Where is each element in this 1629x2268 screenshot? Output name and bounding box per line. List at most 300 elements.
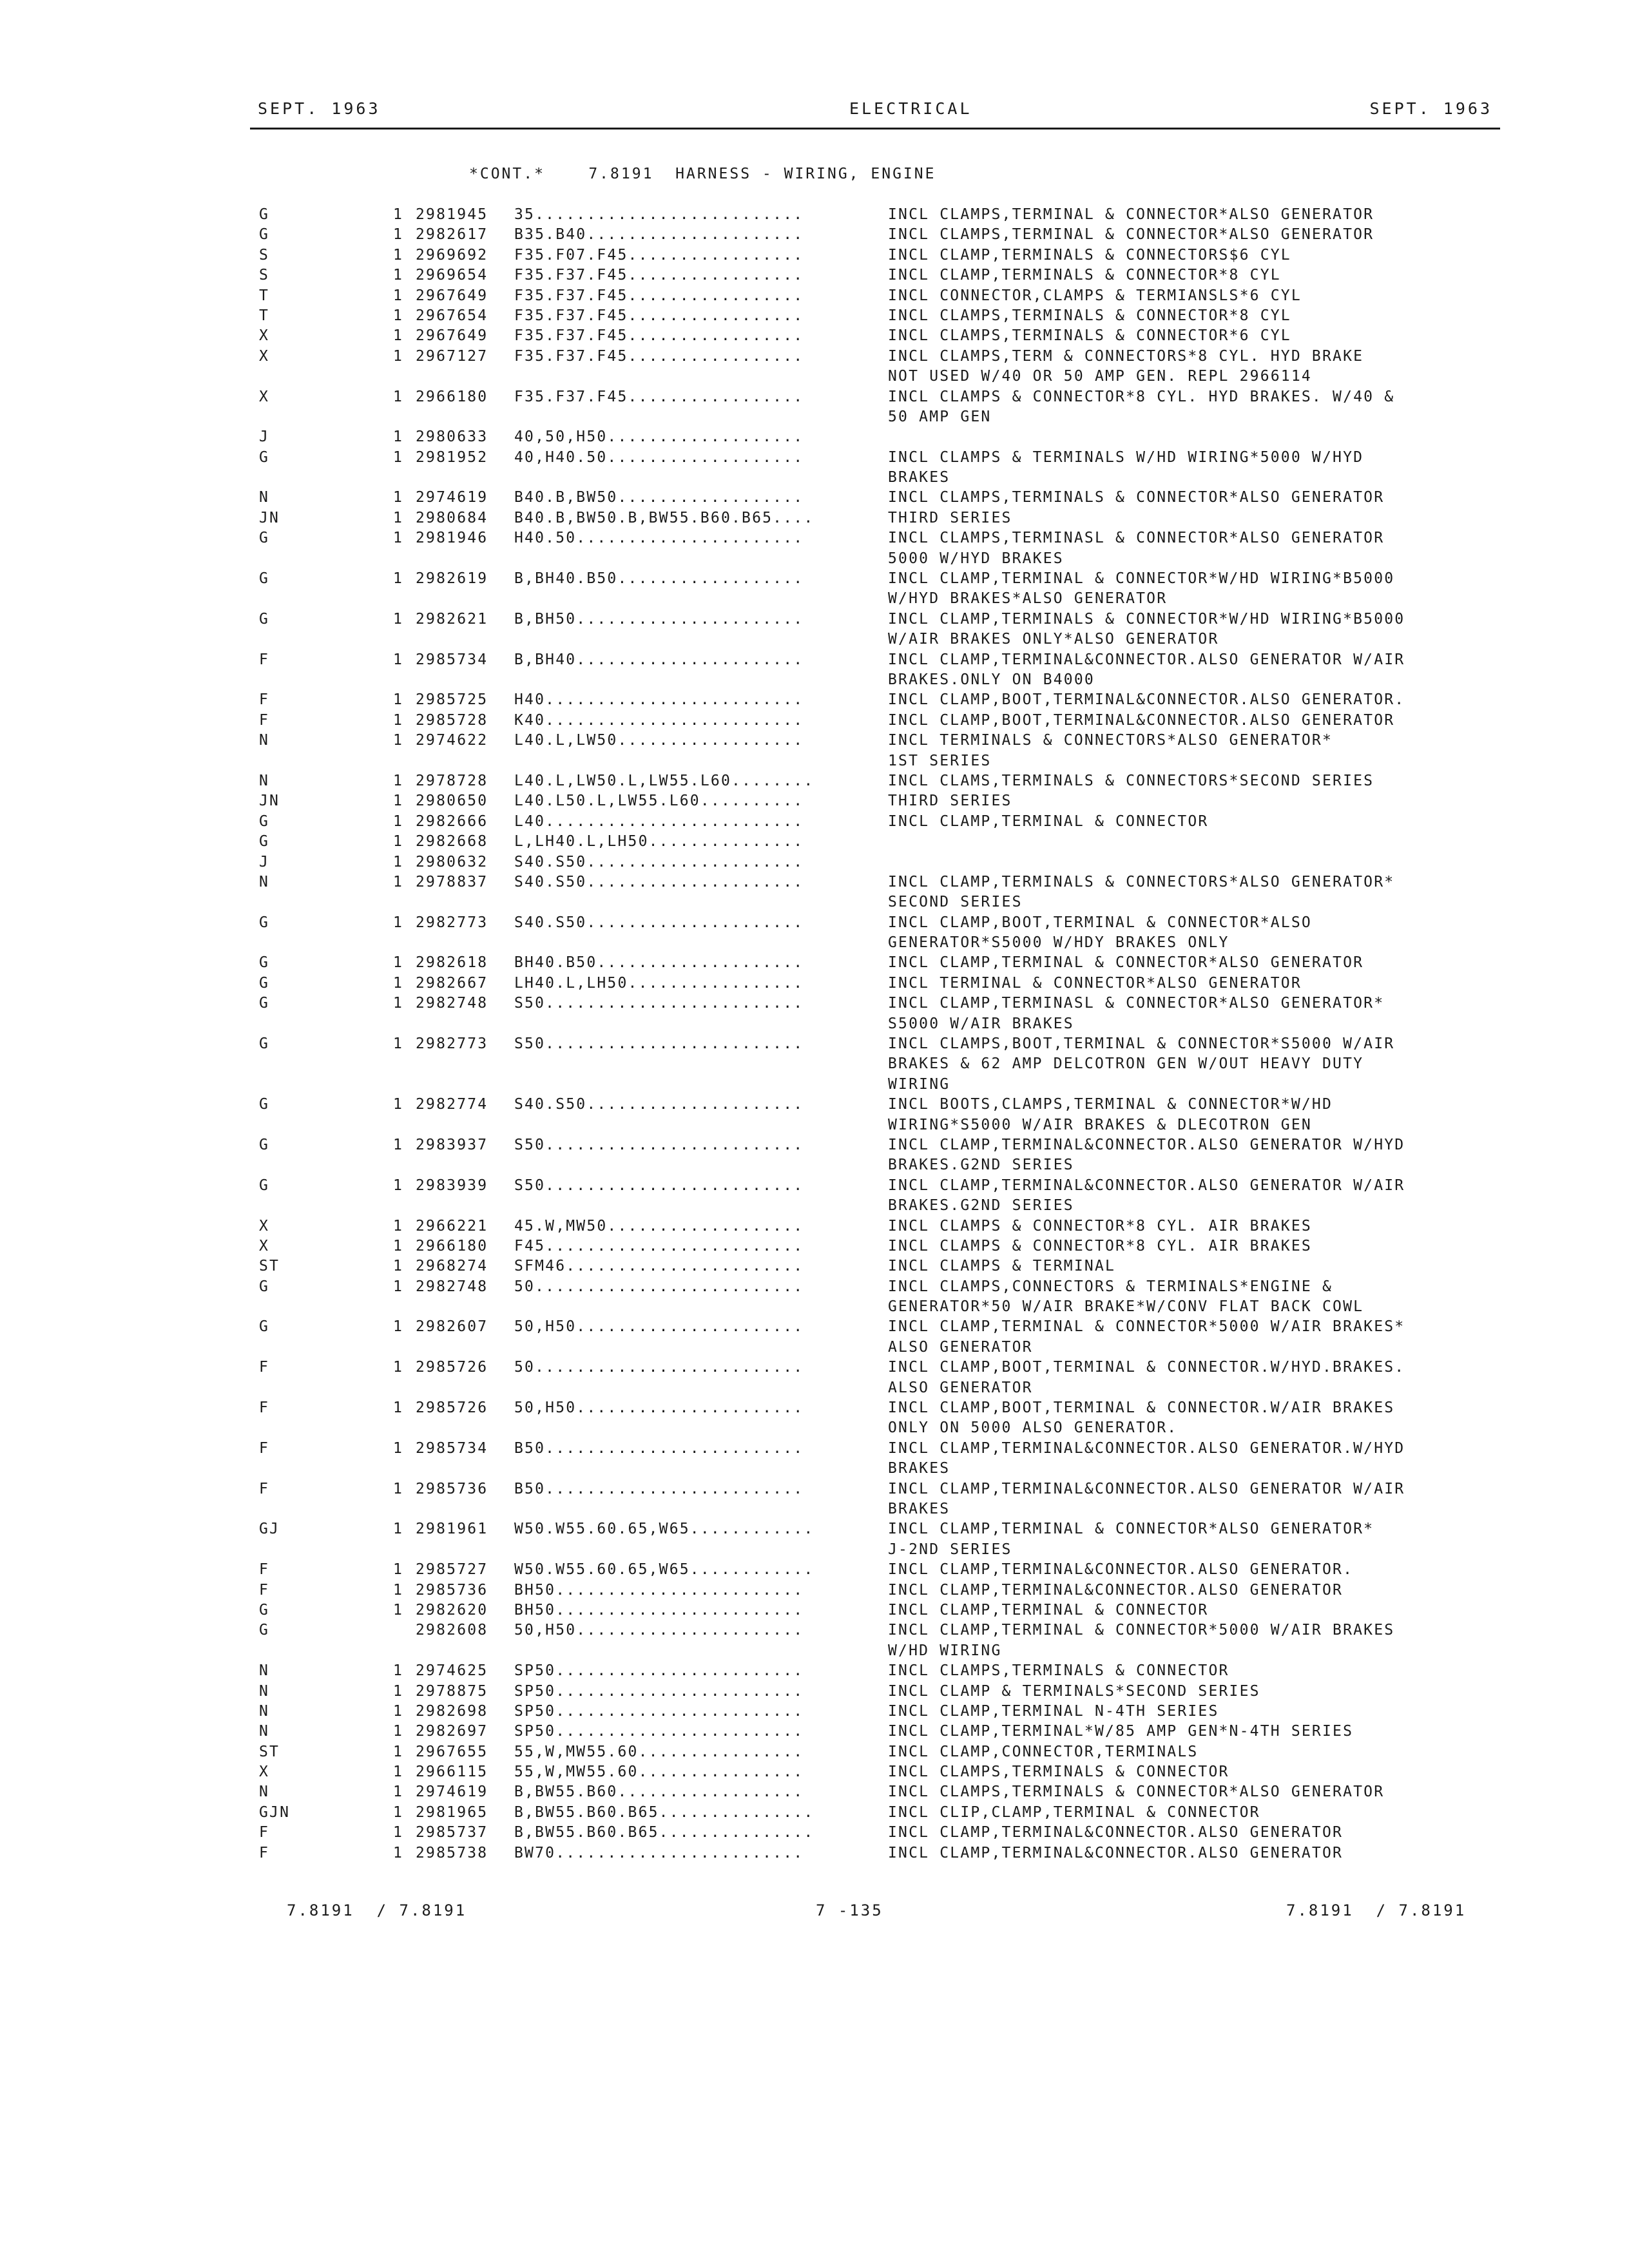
- part-description: ALSO GENERATOR: [888, 1338, 1033, 1356]
- quantity: 1: [393, 509, 404, 526]
- list-item: [0, 1054, 1629, 1074]
- quantity: 1: [393, 1561, 404, 1579]
- model-list: LH40.L,LH50.................: [514, 974, 804, 992]
- part-description: INCL CLAMP,TERMINAL & CONNECTOR*5000 W/AIR BRAKES: [888, 1622, 1395, 1639]
- list-item: [0, 205, 1629, 225]
- sales-code: G: [259, 954, 270, 972]
- list-item: [0, 1256, 1629, 1276]
- quantity: 1: [393, 388, 404, 405]
- part-description: INCL CLAMP,TERMINAL & CONNECTOR*ALSO GENERATOR: [888, 954, 1364, 972]
- part-description: INCL CLAMP,TERMINAL&CONNECTOR.ALSO GENERATOR W/AIR: [888, 1480, 1405, 1497]
- part-number: 2969692: [416, 246, 488, 264]
- quantity: 1: [393, 1702, 404, 1720]
- header-center-title: ELECTRICAL: [849, 99, 972, 118]
- part-description: INCL CONNECTOR,CLAMPS & TERMIANSLS*6 CYL: [888, 287, 1302, 304]
- model-list: 50..........................: [514, 1359, 804, 1376]
- sales-code: N: [259, 732, 270, 749]
- model-list: W50.W55.60.65,W65............: [514, 1561, 815, 1579]
- model-list: B,BH40......................: [514, 651, 804, 668]
- list-item: [0, 286, 1629, 306]
- model-list: F35.F37.F45.................: [514, 327, 804, 345]
- sales-code: N: [259, 1783, 270, 1801]
- part-number: 2982668: [416, 833, 488, 850]
- model-list: B,BW55.B60.B65...............: [514, 1803, 815, 1821]
- quantity: 1: [393, 246, 404, 264]
- part-number: 2967649: [416, 327, 488, 345]
- part-description: INCL CLAMPS,TERMINAL & CONNECTOR*ALSO GENERATOR: [888, 226, 1374, 244]
- quantity: 1: [393, 1682, 404, 1700]
- sales-code: G: [259, 1177, 270, 1194]
- sales-code: G: [259, 1136, 270, 1153]
- part-description: INCL CLAMP,TERMINAL&CONNECTOR.ALSO GENERATOR: [888, 1581, 1344, 1599]
- quantity: 1: [393, 1601, 404, 1619]
- part-description: INCL CLAMS,TERMINALS & CONNECTORS*SECOND SERIES: [888, 772, 1374, 789]
- part-description: INCL CLAMPS,CONNECTORS & TERMINALS*ENGINE &: [888, 1278, 1333, 1295]
- list-item: [0, 1540, 1629, 1560]
- part-description: BRAKES: [888, 1460, 950, 1477]
- list-item: [0, 913, 1629, 933]
- part-number: 2966115: [416, 1763, 488, 1781]
- part-description: W/HYD BRAKES*ALSO GENERATOR: [888, 590, 1168, 608]
- part-number: 2982697: [416, 1723, 488, 1740]
- part-description: 5000 W/HYD BRAKES: [888, 550, 1064, 567]
- part-description: INCL CLAMP,TERMINAL&CONNECTOR.ALSO GENERATOR: [888, 1844, 1344, 1861]
- part-number: 2985736: [416, 1480, 488, 1497]
- quantity: 1: [393, 1723, 404, 1740]
- part-description: INCL CLAMPS & TERMINAL: [888, 1258, 1116, 1275]
- quantity: 1: [393, 711, 404, 729]
- model-list: SP50........................: [514, 1702, 804, 1720]
- list-item: [0, 852, 1629, 872]
- list-item: [0, 1317, 1629, 1337]
- model-list: W50.W55.60.65,W65............: [514, 1521, 815, 1538]
- list-item: [0, 569, 1629, 589]
- part-number: 2983937: [416, 1136, 488, 1153]
- list-item: [0, 1115, 1629, 1135]
- model-list: S40.S50.....................: [514, 914, 804, 931]
- part-number: 2980632: [416, 853, 488, 870]
- sales-code: N: [259, 1662, 270, 1680]
- list-item: [0, 468, 1629, 488]
- list-item: [0, 1398, 1629, 1418]
- part-description: INCL CLAMP,TERMINALS & CONNECTOR*8 CYL: [888, 267, 1281, 284]
- sales-code: T: [259, 287, 270, 304]
- list-item: [0, 1722, 1629, 1742]
- part-description: INCL CLAMP,BOOT,TERMINAL & CONNECTOR.W/HYD.BRAKES.: [888, 1359, 1405, 1376]
- model-list: B,BH40.B50..................: [514, 570, 804, 588]
- quantity: 1: [393, 914, 404, 931]
- part-description: INCL CLAMP,BOOT,TERMINAL&CONNECTOR.ALSO GENERATOR: [888, 711, 1395, 729]
- sales-code: G: [259, 610, 270, 628]
- part-description: INCL CLAMPS & CONNECTOR*8 CYL. HYD BRAKES. W/40 &: [888, 388, 1395, 405]
- part-description: BRAKES & 62 AMP DELCOTRON GEN W/OUT HEAVY DUTY: [888, 1055, 1364, 1073]
- list-item: [0, 1075, 1629, 1095]
- sales-code: N: [259, 489, 270, 506]
- part-description: ALSO GENERATOR: [888, 1379, 1033, 1396]
- part-number: 2978875: [416, 1682, 488, 1700]
- model-list: L40.L,LW50..................: [514, 732, 804, 749]
- model-list: SFM46.......................: [514, 1258, 804, 1275]
- list-item: [0, 1560, 1629, 1580]
- part-description: INCL CLAMP,TERMINAL&CONNECTOR.ALSO GENERATOR.: [888, 1561, 1354, 1579]
- quantity: 1: [393, 1844, 404, 1861]
- sales-code: S: [259, 246, 270, 264]
- quantity: 1: [393, 327, 404, 345]
- list-item: [0, 225, 1629, 245]
- part-description: INCL CLAMPS,TERMINALS & CONNECTOR*6 CYL: [888, 327, 1291, 345]
- sales-code: F: [259, 651, 270, 668]
- part-number: 2982666: [416, 812, 488, 830]
- quantity: 1: [393, 428, 404, 446]
- model-list: B50.........................: [514, 1480, 804, 1497]
- list-item: [0, 690, 1629, 710]
- model-list: B40.B,BW50.B,BW55.B60.B65....: [514, 509, 815, 526]
- part-number: 2982608: [416, 1622, 488, 1639]
- part-number: 2980684: [416, 509, 488, 526]
- part-description: INCL CLAMP,TERMINAL&CONNECTOR.ALSO GENERATOR W/AIR: [888, 1177, 1405, 1194]
- quantity: 1: [393, 651, 404, 668]
- quantity: 1: [393, 530, 404, 547]
- list-item: [0, 448, 1629, 468]
- list-item: [0, 1297, 1629, 1317]
- model-list: S40.S50.....................: [514, 853, 804, 870]
- quantity: 1: [393, 1803, 404, 1821]
- part-description: WIRING*S5000 W/AIR BRAKES & DLECOTRON GEN: [888, 1116, 1312, 1133]
- sales-code: F: [259, 711, 270, 729]
- part-description: INCL TERMINAL & CONNECTOR*ALSO GENERATOR: [888, 974, 1302, 992]
- list-item: [0, 1176, 1629, 1196]
- part-number: 2980633: [416, 428, 488, 446]
- part-number: 2982748: [416, 1278, 488, 1295]
- part-description: BRAKES.ONLY ON B4000: [888, 671, 1095, 688]
- list-item: [0, 1378, 1629, 1398]
- part-description: J-2ND SERIES: [888, 1541, 1012, 1558]
- part-number: 2966180: [416, 1237, 488, 1254]
- sales-code: F: [259, 1439, 270, 1457]
- part-number: 2967127: [416, 347, 488, 365]
- model-list: H40.50......................: [514, 530, 804, 547]
- part-description: INCL CLAMP,TERMINAL&CONNECTOR.ALSO GENERATOR: [888, 1824, 1344, 1841]
- part-number: 2981965: [416, 1803, 488, 1821]
- model-list: B35.B40.....................: [514, 226, 804, 244]
- quantity: 1: [393, 1278, 404, 1295]
- part-number: 2974619: [416, 489, 488, 506]
- part-number: 2981945: [416, 206, 488, 223]
- sales-code: JN: [259, 509, 280, 526]
- model-list: S50.........................: [514, 1136, 804, 1153]
- part-description: SECOND SERIES: [888, 894, 1023, 911]
- sales-code: F: [259, 1561, 270, 1579]
- part-number: 2985727: [416, 1561, 488, 1579]
- sales-code: J: [259, 428, 270, 446]
- model-list: 40,50,H50...................: [514, 428, 804, 446]
- model-list: 45.W,MW50...................: [514, 1217, 804, 1235]
- model-list: B,BW55.B60.B65...............: [514, 1824, 815, 1841]
- model-list: B40.B,BW50..................: [514, 489, 804, 506]
- list-item: [0, 1742, 1629, 1762]
- part-number: 2982773: [416, 1035, 488, 1053]
- footer-page-number: 7 -135: [816, 1901, 883, 1919]
- part-number: 2982774: [416, 1096, 488, 1113]
- model-list: F35.F37.F45.................: [514, 267, 804, 284]
- list-item: [0, 1641, 1629, 1661]
- header-right-date: SEPT. 1963: [1369, 99, 1492, 118]
- model-list: 50..........................: [514, 1278, 804, 1295]
- part-description: INCL CLAMP,TERMINALS & CONNECTORS$6 CYL: [888, 246, 1291, 264]
- list-item: [0, 1196, 1629, 1216]
- list-item: [0, 1782, 1629, 1802]
- quantity: 1: [393, 853, 404, 870]
- quantity: 1: [393, 974, 404, 992]
- model-list: SP50........................: [514, 1723, 804, 1740]
- list-item: [0, 508, 1629, 528]
- part-number: 2982667: [416, 974, 488, 992]
- sales-code: X: [259, 1237, 270, 1254]
- list-item: [0, 1014, 1629, 1034]
- quantity: 1: [393, 1439, 404, 1457]
- quantity: 1: [393, 1237, 404, 1254]
- quantity: 1: [393, 1217, 404, 1235]
- list-item: [0, 771, 1629, 791]
- model-list: 55,W,MW55.60................: [514, 1763, 804, 1781]
- sales-code: G: [259, 914, 270, 931]
- list-item: [0, 812, 1629, 832]
- sales-code: G: [259, 812, 270, 830]
- list-item: [0, 1823, 1629, 1843]
- list-item: [0, 994, 1629, 1014]
- part-number: 2981946: [416, 530, 488, 547]
- part-description: INCL CLAMP,TERMINAL & CONNECTOR: [888, 1601, 1209, 1619]
- part-description: INCL CLAMP,TERMINAL&CONNECTOR.ALSO GENERATOR W/HYD: [888, 1136, 1405, 1153]
- footer-right-ref: 7.8191 / 7.8191: [1286, 1901, 1467, 1919]
- model-list: K40.........................: [514, 711, 804, 729]
- model-list: BH40.B50....................: [514, 954, 804, 972]
- model-list: 50,H50......................: [514, 1399, 804, 1417]
- sales-code: F: [259, 1824, 270, 1841]
- list-item: [0, 245, 1629, 265]
- quantity: 1: [393, 793, 404, 810]
- model-list: S50.........................: [514, 995, 804, 1012]
- list-item: [0, 670, 1629, 690]
- quantity: 1: [393, 610, 404, 628]
- list-item: [0, 387, 1629, 407]
- part-number: 2982621: [416, 610, 488, 628]
- sales-code: F: [259, 1844, 270, 1861]
- part-description: INCL CLAMP,TERMINAL N-4TH SERIES: [888, 1702, 1219, 1720]
- sales-code: G: [259, 570, 270, 588]
- model-list: B,BH50......................: [514, 610, 804, 628]
- sales-code: F: [259, 1480, 270, 1497]
- part-number: 2981961: [416, 1521, 488, 1538]
- sales-code: X: [259, 347, 270, 365]
- list-item: [0, 1682, 1629, 1702]
- list-item: [0, 1661, 1629, 1681]
- part-number: 2974619: [416, 1783, 488, 1801]
- part-description: INCL CLAMPS & TERMINALS W/HD WIRING*5000 W/HYD: [888, 448, 1364, 466]
- list-item: [0, 1581, 1629, 1600]
- part-description: 50 AMP GEN: [888, 408, 992, 425]
- list-item: [0, 407, 1629, 427]
- list-item: [0, 1439, 1629, 1459]
- section-cont-label: *CONT.*: [469, 166, 545, 182]
- part-number: 2967649: [416, 287, 488, 304]
- sales-code: G: [259, 1622, 270, 1639]
- header-rule: [250, 128, 1500, 130]
- quantity: 1: [393, 267, 404, 284]
- part-description: GENERATOR*S5000 W/HDY BRAKES ONLY: [888, 934, 1229, 952]
- quantity: 1: [393, 1783, 404, 1801]
- model-list: 40,H40.50...................: [514, 448, 804, 466]
- list-item: [0, 488, 1629, 508]
- model-list: BH50........................: [514, 1581, 804, 1599]
- list-item: [0, 711, 1629, 731]
- part-number: 2985738: [416, 1844, 488, 1861]
- sales-code: G: [259, 995, 270, 1012]
- part-number: 2985725: [416, 691, 488, 709]
- model-list: 55,W,MW55.60................: [514, 1743, 804, 1760]
- sales-code: X: [259, 1217, 270, 1235]
- part-number: 2982620: [416, 1601, 488, 1619]
- sales-code: F: [259, 1581, 270, 1599]
- model-list: F35.F37.F45.................: [514, 287, 804, 304]
- sales-code: J: [259, 853, 270, 870]
- part-number: 2967655: [416, 1743, 488, 1760]
- part-description: W/HD WIRING: [888, 1642, 1002, 1659]
- model-list: L40.L,LW50.L,LW55.L60........: [514, 772, 815, 789]
- sales-code: N: [259, 772, 270, 789]
- list-item: [0, 1277, 1629, 1297]
- sales-code: T: [259, 307, 270, 324]
- list-item: [0, 1600, 1629, 1620]
- model-list: 50,H50......................: [514, 1318, 804, 1336]
- list-item: [0, 1338, 1629, 1358]
- list-item: [0, 427, 1629, 447]
- list-item: [0, 589, 1629, 609]
- part-description: INCL CLAMP,TERMINAL & CONNECTOR*ALSO GENERATOR*: [888, 1521, 1374, 1538]
- sales-code: G: [259, 833, 270, 850]
- model-list: F35.F37.F45.................: [514, 388, 804, 405]
- sales-code: GJN: [259, 1803, 291, 1821]
- part-number: 2983939: [416, 1177, 488, 1194]
- model-list: SP50........................: [514, 1682, 804, 1700]
- sales-code: G: [259, 530, 270, 547]
- part-description: INCL CLAMPS,TERMINASL & CONNECTOR*ALSO GENERATOR: [888, 530, 1385, 547]
- part-number: 2985737: [416, 1824, 488, 1841]
- sales-code: F: [259, 691, 270, 709]
- list-item: [0, 1418, 1629, 1438]
- quantity: 1: [393, 1258, 404, 1275]
- part-description: INCL CLAMP,CONNECTOR,TERMINALS: [888, 1743, 1199, 1760]
- part-number: 2985736: [416, 1581, 488, 1599]
- list-item: [0, 1803, 1629, 1823]
- part-number: 2985726: [416, 1399, 488, 1417]
- part-description: INCL CLAMPS,TERMINALS & CONNECTOR*8 CYL: [888, 307, 1291, 324]
- model-list: BH50........................: [514, 1601, 804, 1619]
- quantity: 1: [393, 1096, 404, 1113]
- part-number: 2980650: [416, 793, 488, 810]
- sales-code: X: [259, 1763, 270, 1781]
- list-item: [0, 1216, 1629, 1236]
- model-list: F45.........................: [514, 1237, 804, 1254]
- sales-code: G: [259, 448, 270, 466]
- list-item: [0, 549, 1629, 569]
- part-description: INCL CLAMP,TERMINAL*W/85 AMP GEN*N-4TH SERIES: [888, 1723, 1354, 1740]
- part-number: 2966221: [416, 1217, 488, 1235]
- quantity: 1: [393, 691, 404, 709]
- quantity: 1: [393, 1581, 404, 1599]
- model-list: F35.F37.F45.................: [514, 347, 804, 365]
- part-description: GENERATOR*50 W/AIR BRAKE*W/CONV FLAT BACK COWL: [888, 1298, 1364, 1316]
- header-left-date: SEPT. 1963: [258, 99, 381, 118]
- section-title: HARNESS - WIRING, ENGINE: [675, 166, 936, 182]
- part-description: BRAKES.G2ND SERIES: [888, 1197, 1074, 1215]
- list-item: [0, 1459, 1629, 1479]
- quantity: 1: [393, 1743, 404, 1760]
- part-description: INCL CLAMPS,TERMINAL & CONNECTOR*ALSO GENERATOR: [888, 206, 1374, 223]
- list-item: [0, 347, 1629, 367]
- part-description: INCL CLAMP,BOOT,TERMINAL & CONNECTOR.W/AIR BRAKES: [888, 1399, 1395, 1417]
- quantity: 1: [393, 570, 404, 588]
- list-item: [0, 791, 1629, 811]
- model-list: 35..........................: [514, 206, 804, 223]
- list-item: [0, 892, 1629, 912]
- model-list: 50,H50......................: [514, 1622, 804, 1639]
- quantity: 1: [393, 1763, 404, 1781]
- model-list: L40.L50.L,LW55.L60..........: [514, 793, 804, 810]
- sales-code: X: [259, 388, 270, 405]
- quantity: 1: [393, 1177, 404, 1194]
- sales-code: G: [259, 1601, 270, 1619]
- part-number: 2982619: [416, 570, 488, 588]
- sales-code: N: [259, 1702, 270, 1720]
- sales-code: GJ: [259, 1521, 280, 1538]
- part-number: 2982607: [416, 1318, 488, 1336]
- part-description: INCL TERMINALS & CONNECTORS*ALSO GENERATOR*: [888, 732, 1333, 749]
- part-number: 2966180: [416, 388, 488, 405]
- quantity: 1: [393, 1136, 404, 1153]
- part-number: 2982618: [416, 954, 488, 972]
- part-number: 2981952: [416, 448, 488, 466]
- quantity: 1: [393, 772, 404, 789]
- list-item: [0, 650, 1629, 670]
- part-number: 2974622: [416, 732, 488, 749]
- sales-code: N: [259, 873, 270, 890]
- list-item: [0, 326, 1629, 346]
- footer-left-ref: 7.8191 / 7.8191: [287, 1901, 467, 1919]
- quantity: 1: [393, 812, 404, 830]
- list-item: [0, 1620, 1629, 1640]
- model-list: F35.F37.F45.................: [514, 307, 804, 324]
- quantity: 1: [393, 347, 404, 365]
- list-item: [0, 306, 1629, 326]
- part-description: INCL CLAMPS,TERMINALS & CONNECTOR: [888, 1763, 1229, 1781]
- list-item: [0, 1236, 1629, 1256]
- sales-code: X: [259, 327, 270, 345]
- sales-code: S: [259, 267, 270, 284]
- list-item: [0, 933, 1629, 953]
- list-item: [0, 629, 1629, 649]
- part-number: 2978728: [416, 772, 488, 789]
- sales-code: G: [259, 1318, 270, 1336]
- quantity: 1: [393, 954, 404, 972]
- part-description: INCL CLAMP,TERMINASL & CONNECTOR*ALSO GENERATOR*: [888, 995, 1385, 1012]
- list-item: [0, 610, 1629, 629]
- part-number: 2982748: [416, 995, 488, 1012]
- part-description: NOT USED W/40 OR 50 AMP GEN. REPL 2966114: [888, 368, 1312, 385]
- sales-code: G: [259, 1035, 270, 1053]
- part-description: INCL CLAMP,BOOT,TERMINAL & CONNECTOR*ALSO: [888, 914, 1312, 931]
- list-item: [0, 751, 1629, 771]
